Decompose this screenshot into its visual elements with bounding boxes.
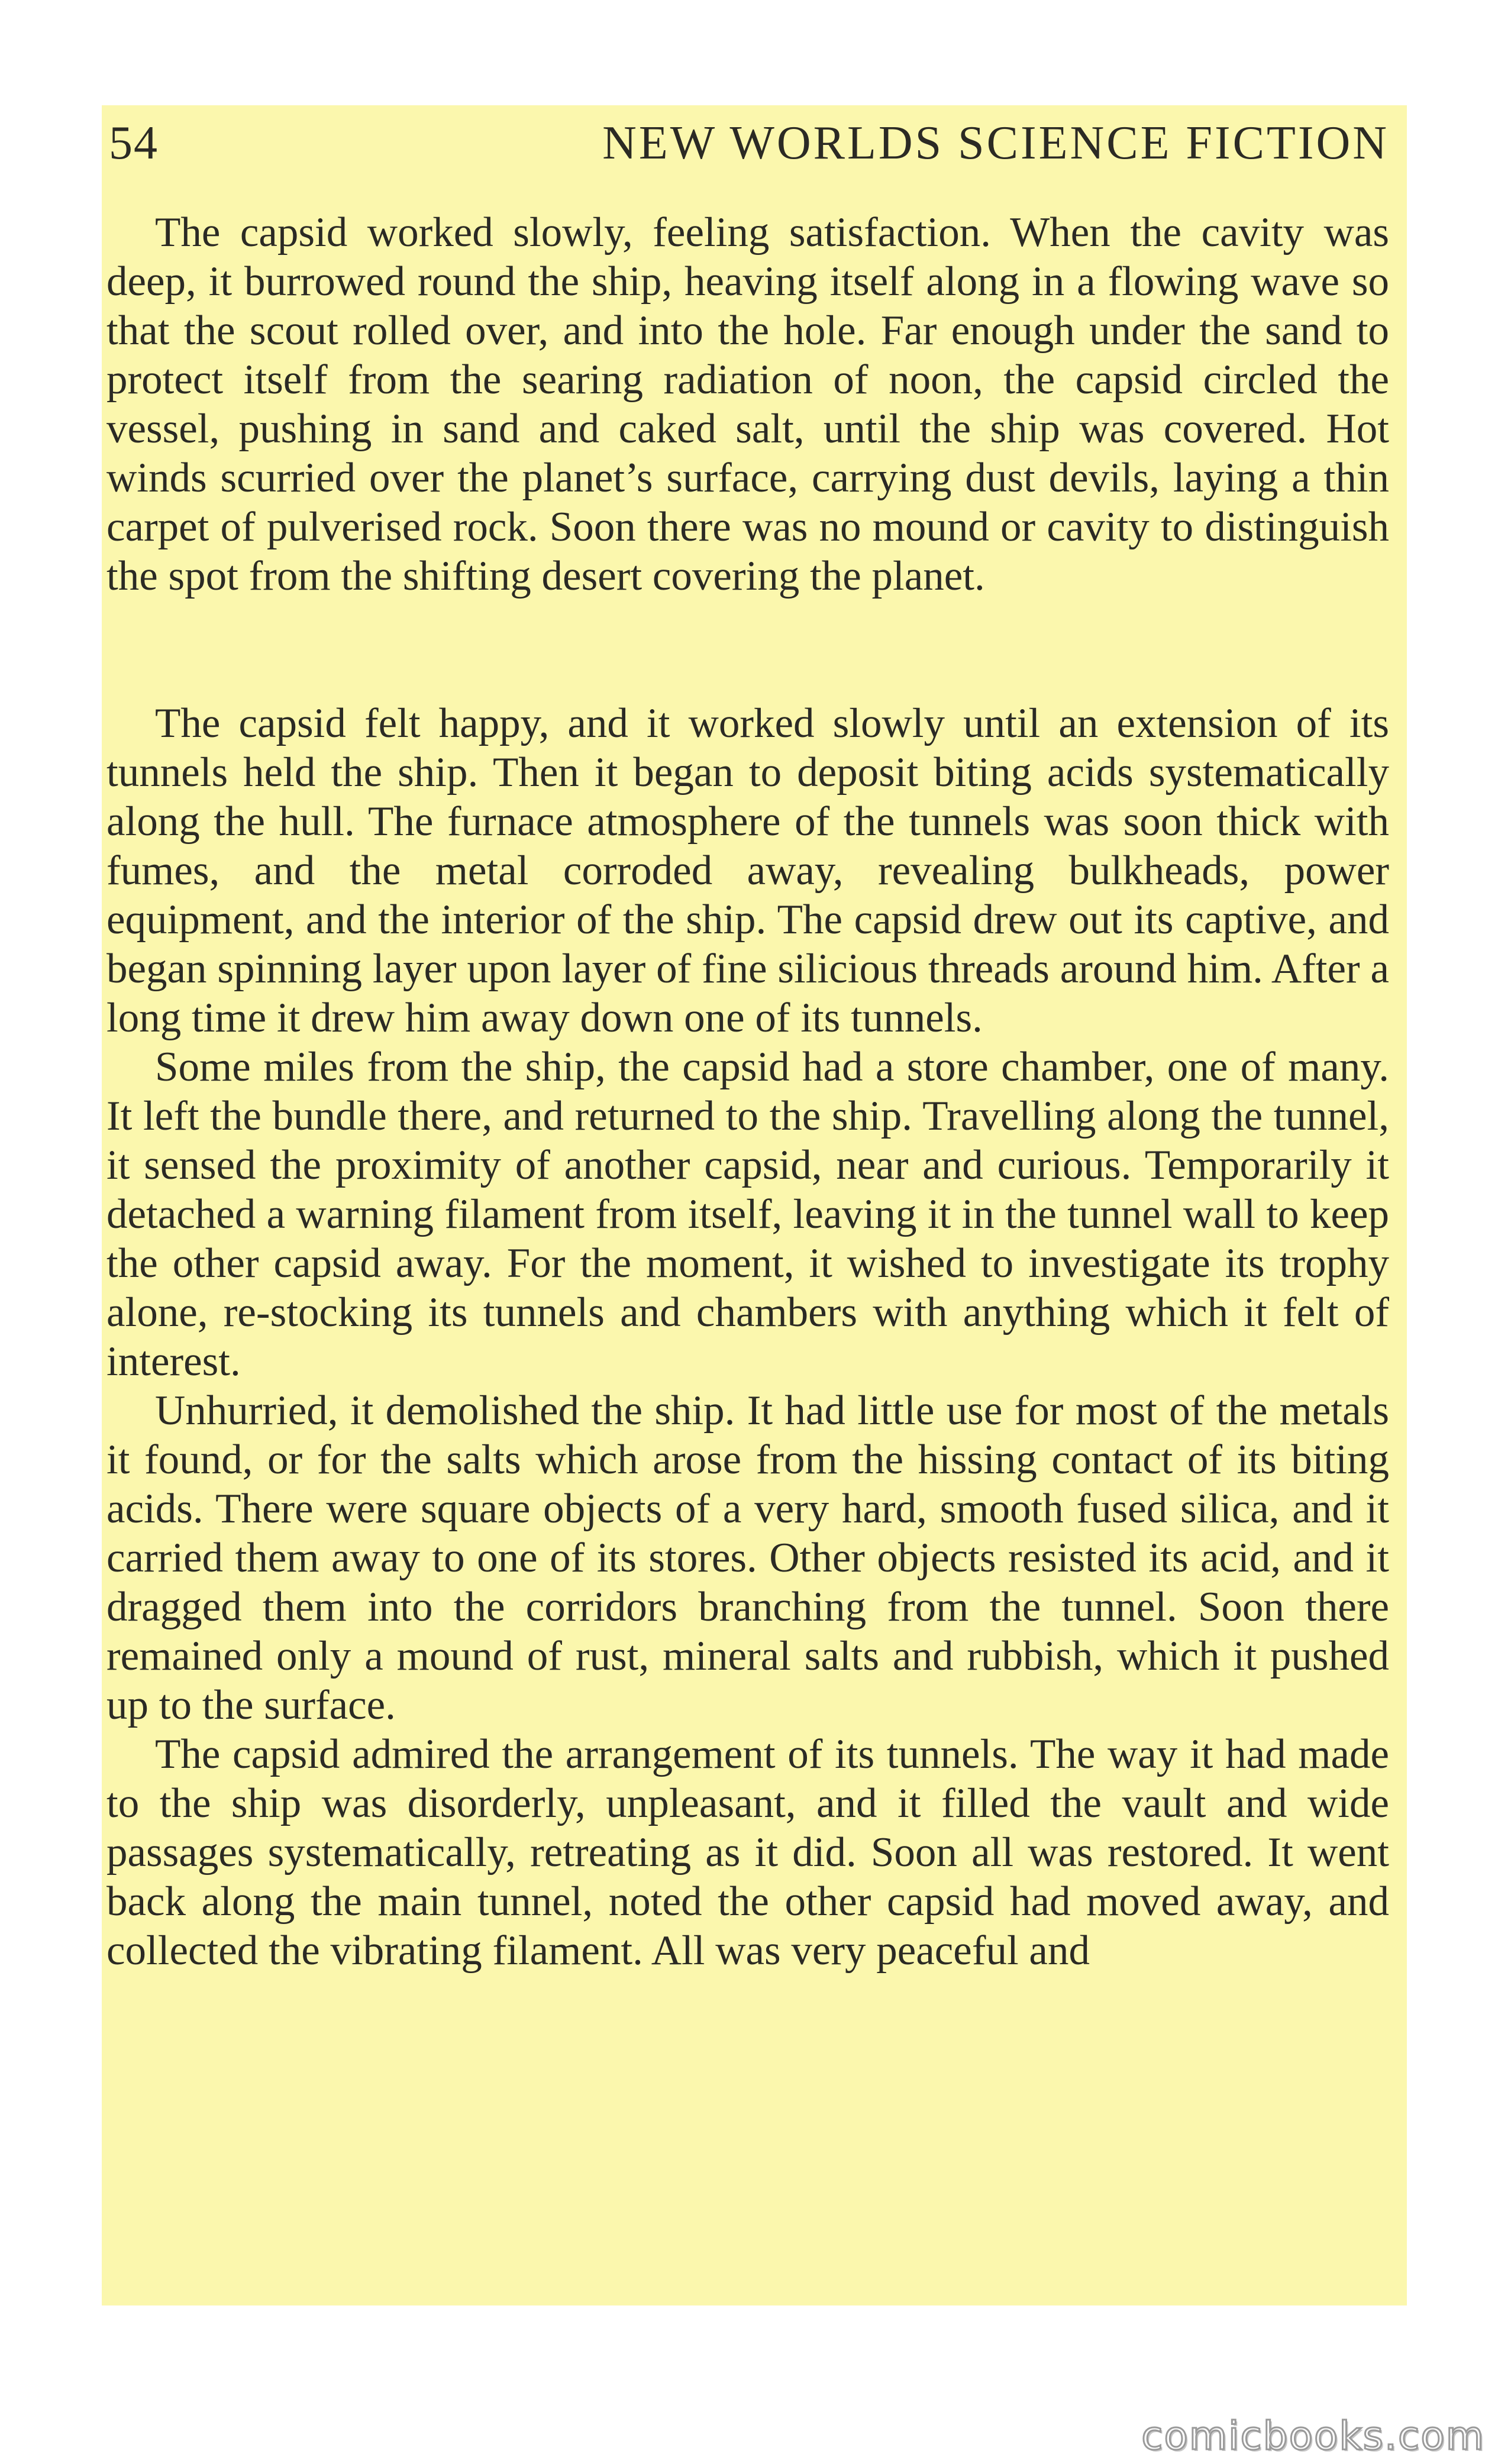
page-number: 54 [109, 117, 159, 169]
paragraph: The capsid admired the arrangement of its tunnels. The way it had made to the ship was disorderly, unpleasant, and it filled the vault and wide passages systematically, retreating as it did. Soon all was restored. It went back along the main tunnel, noted the other capsid had moved away, and collected the vibrating filament. All was very peaceful and [106, 1731, 1389, 1974]
story-text [106, 208, 1389, 1975]
paragraph: Some miles from the ship, the capsid had a store chamber, one of many. It left the bundle there, and returned to the ship. Travelling along the tunnel, it sensed the proximity of another capsid, near and curious. Temporarily it detached a warning filament from itself, leaving it in the tunnel wall to keep the other capsid away. For the moment, it wished to investigate its trophy alone, re-stocking its tunnels and chambers with anything which it felt of interest. [106, 1044, 1389, 1385]
running-head: NEW WORLDS SCIENCE FICTION [602, 117, 1389, 169]
paragraph: The capsid felt happy, and it worked slowly until an extension of its tunnels held the ship. Then it began to deposit biting acids systematically along the hull. The furnace atmosphere of the tunnels was soon thick with fumes, and the metal corroded away, revealing bulkheads, power equipment, and the interior of the ship. The capsid drew out its captive, and began spinning layer upon layer of fine silicious threads around him. After a long time it drew him away down one of its tunnels. [106, 700, 1389, 1041]
book-page [102, 105, 1407, 2305]
paragraph: Unhurried, it demolished the ship. It had little use for most of the metals it found, or for the salts which arose from the hissing contact of its biting acids. There were square objects of a very hard, smooth fused silica, and it carried them away to one of its stores. Other objects resisted its acid, and it dragged them into the corridors branching from the tunnel. Soon there remained only a mound of rust, mineral salts and rubbish, which it pushed up to the surface. [106, 1388, 1389, 1728]
paragraph: The capsid worked slowly, feeling satisfaction. When the cavity was deep, it burrowed round the ship, heaving itself along in a flowing wave so that the scout rolled over, and into the hole. Far enough under the sand to protect itself from the searing radiation of noon, the capsid circled the vessel, pushing in sand and caked salt, until the ship was covered. Hot winds scurried over the planet’s surface, carrying dust devils, laying a thin carpet of pulverised rock. Soon there was no mound or cavity to distinguish the spot from the shifting desert covering the planet. [106, 209, 1389, 599]
page-header [106, 116, 1389, 170]
watermark: comicbooks.com [1141, 2413, 1485, 2459]
